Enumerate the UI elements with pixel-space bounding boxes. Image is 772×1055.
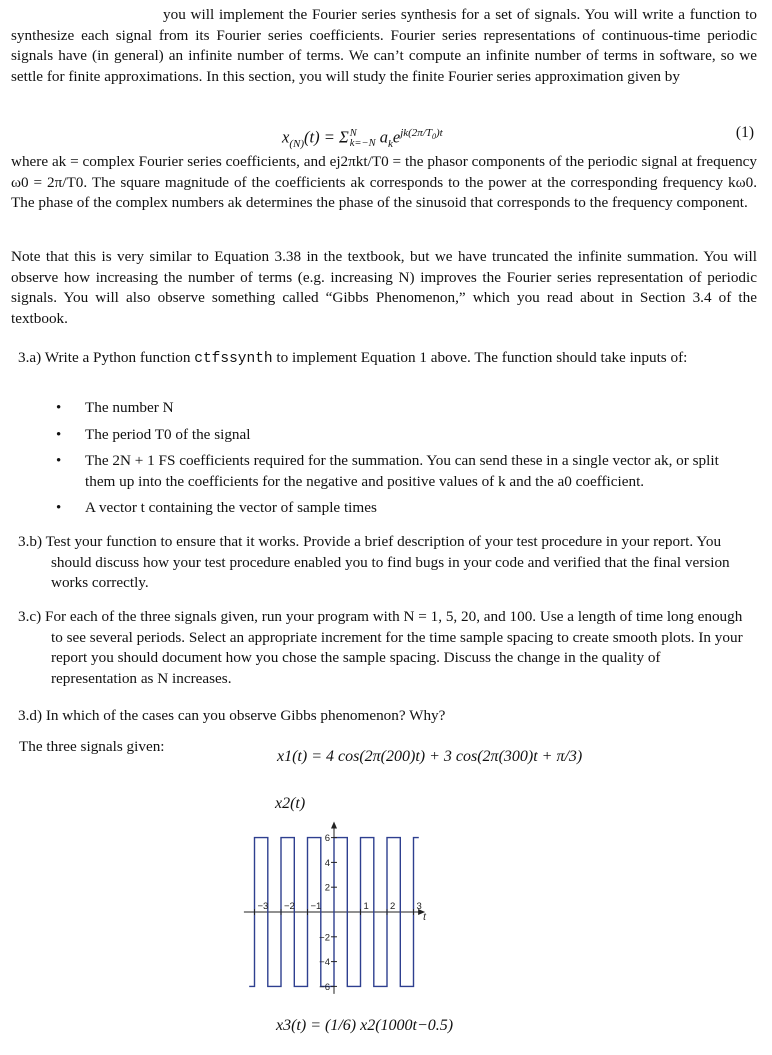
q3a-code: ctfssynth — [194, 351, 273, 367]
intro-text: you will implement the Fourier series synthesis for a set of signals. You will write a function to synthesize each signal from its Fourier series coefficients. Fourier series representations of continuous-time periodic signals have (in general) an infinite number of terms. We can’t compute an infinite number of terms in software, so we settle for finite approximations. In this section, you will study the finite Fourier series approximation given by — [11, 6, 757, 85]
intro-paragraph — [11, 5, 757, 87]
signal-x3: x3(t) = (1/6) x2(1000t−0.5) — [276, 1017, 454, 1034]
y-tick-label: 6 — [324, 833, 330, 845]
y-tick-label: 4 — [324, 857, 330, 869]
x-tick-label: −3 — [257, 901, 269, 912]
note-text: Note that this is very similar to Equation 3.38 in the textbook, but we have truncated the infinite summation. You will observe how increasing the number of terms (e.g. increasing N) improves the Fourier series representation of periodic signals. You will also observe something called “Gibbs Phenomenon,” which you read about in Section 3.4 of the textbook. — [11, 248, 757, 327]
equation-1-math: $x_{(N)}(t) = \Sigma$ N k=−N $a_ke^{jk(2\pi/T_0)t}$ — [282, 127, 443, 150]
question-3d — [18, 706, 746, 727]
q3c-text: For each of the three signals given, run your program with N = 1, 5, 20, and 100. Use a length of time long enough to see several periods. Select an appropriate increment for the time sample spacing to create smooth plots. In your report you should document how you chose the sample spacing. Discuss the change in the quality of representation as N increases. — [45, 608, 743, 687]
q3a-bullet-list — [50, 398, 750, 519]
q3b-label: 3.b) — [18, 533, 43, 550]
equation-number: (1) — [735, 124, 754, 141]
signal-x2-label: x2(t) — [275, 795, 306, 812]
equation-1 — [0, 117, 772, 153]
q3c-label: 3.c) — [18, 608, 42, 625]
q3a-text-after: to implement Equation 1 above. The function should take inputs of: — [272, 349, 688, 366]
bullet-item: • The number N — [50, 398, 750, 419]
q3a-label: 3.a) — [18, 349, 42, 366]
y-tick-label: −2 — [319, 932, 330, 944]
q3a-text-before: Write a Python function — [44, 349, 195, 366]
bullet-item: • The 2N + 1 FS coefficients required for the summation. You can send these in a single vector ak, or split them up into the coefficients for the negative and positive values of k and the a0 coefficient. — [50, 451, 750, 492]
x-tick-label: −1 — [310, 901, 322, 912]
x2-chart — [200, 812, 480, 1012]
x-tick-label: 1 — [363, 901, 369, 912]
y-axis-arrow — [331, 821, 337, 828]
question-3a — [18, 348, 746, 370]
x2-chart-svg — [200, 812, 480, 1012]
question-3c — [18, 607, 746, 689]
y-tick-label: −6 — [319, 981, 330, 993]
where-text: where ak = complex Fourier series coefficients, and ej2πkt/T0 = the phasor components of the periodic signal at frequency ω0 = 2π/T0. The square magnitude of the coefficients ak corresponds to the power at the corresponding frequency kω0. The phase of the complex numbers ak determines the phase of the sinusoid that corresponds to the frequency component. — [11, 153, 757, 212]
where-paragraph — [11, 152, 757, 214]
note-paragraph — [11, 247, 757, 329]
q3d-label: 3.d) — [18, 707, 43, 724]
bullet-item: • The period T0 of the signal — [50, 425, 750, 446]
x-axis-label: t — [423, 912, 426, 923]
x-tick-label: −2 — [284, 901, 295, 912]
q3b-text: Test your function to ensure that it works. Provide a brief description of your test procedure in your report. You should discuss how your test procedure enabled you to find bugs in your code and verified that the final version works correctly. — [45, 533, 730, 592]
y-tick-label: −4 — [319, 957, 330, 969]
y-tick-label: 2 — [324, 882, 330, 894]
signals-intro: The three signals given: — [19, 738, 165, 755]
question-3b — [18, 532, 746, 594]
q3d-text: In which of the cases can you observe Gibbs phenomenon? Why? — [45, 707, 446, 724]
x-tick-label: 3 — [416, 901, 422, 912]
x-tick-label: 2 — [390, 901, 396, 912]
signal-x1: x1(t) = 4 cos(2π(200)t) + 3 cos(2π(300)t + π/3) — [277, 748, 583, 765]
bullet-item: • A vector t containing the vector of sample times — [50, 498, 750, 519]
